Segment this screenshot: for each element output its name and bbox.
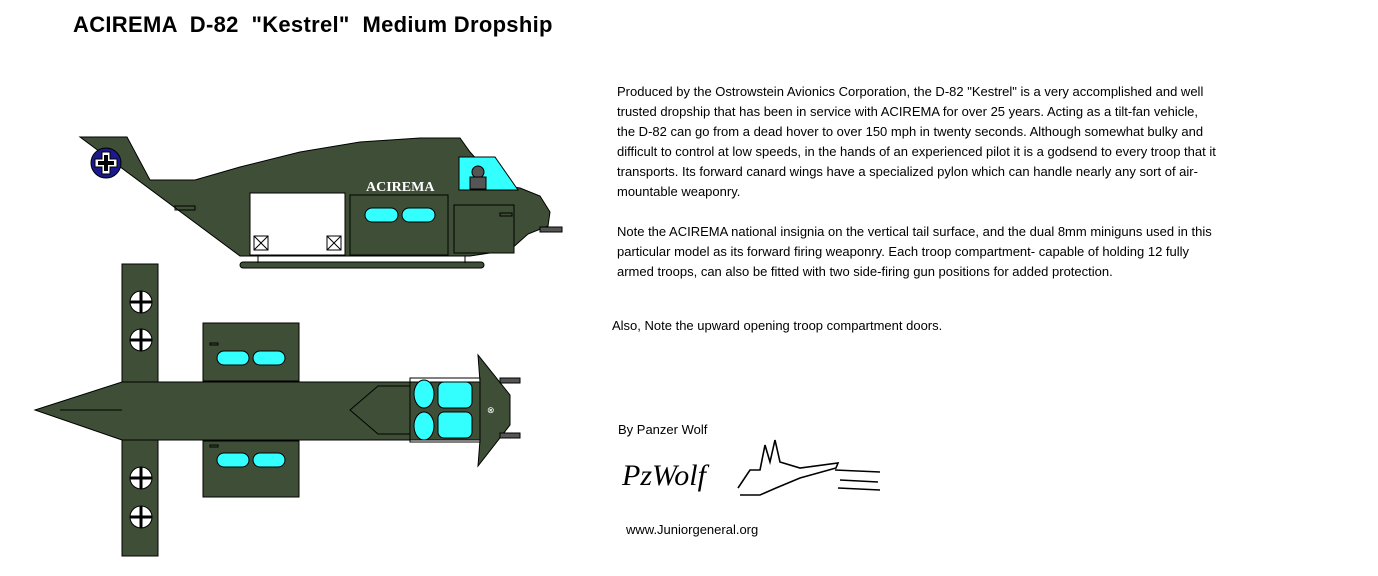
hull-lettering: ACIREMA [366,180,435,195]
tail-insignia [91,148,121,178]
canard-upper [203,323,299,381]
svg-text:⊗: ⊗ [487,405,495,415]
side-view [80,137,562,268]
website-url: www.Juniorgeneral.org [626,522,759,537]
author-signature [621,440,880,495]
description-paragraph-2: Note the ACIREMA national insignia on the vertical tail surface, and the dual 8mm miniguns used in this particular model as its forward firing weaponry. Each troop compartment- capable of holding 12 fully armed troops, can also be fitted with two side-firing gun positions for added protection. [617,224,1212,279]
top-view [35,264,520,556]
rear-wing-lower [122,440,158,556]
side-minigun [540,227,562,232]
svg-text:PzWolf: PzWolf [622,459,706,492]
author-byline: By Panzer Wolf [618,422,708,437]
description-paragraph-1: Produced by the Ostrowstein Avionics Corporation, the D-82 "Kestrel" is a very accomplished and well trusted dropship that has been in service with ACIREMA for over 25 years. Acting as a tilt-fan vehicle, the D-82 can go from a dead hover to over 150 mph in twenty seconds. Although somewhat bulky and difficult to control at low speeds, in the hands of an experienced pilot it is a godsend to every troop that it transports. Its forward canard wings have a specialized pylon which can handle nearly any sort of air-mountable weaponry. [617,84,1216,199]
rear-wing-upper [122,264,158,382]
canard-lower [203,441,299,497]
description-paragraph-3: Also, Note the upward opening troop compartment doors. [612,318,943,333]
cockpit-frame [454,205,514,253]
page-title: ACIREMA D-82 "Kestrel" Medium Dropship [73,12,553,37]
troop-compartment-side [350,195,448,255]
landing-skid [240,262,484,268]
